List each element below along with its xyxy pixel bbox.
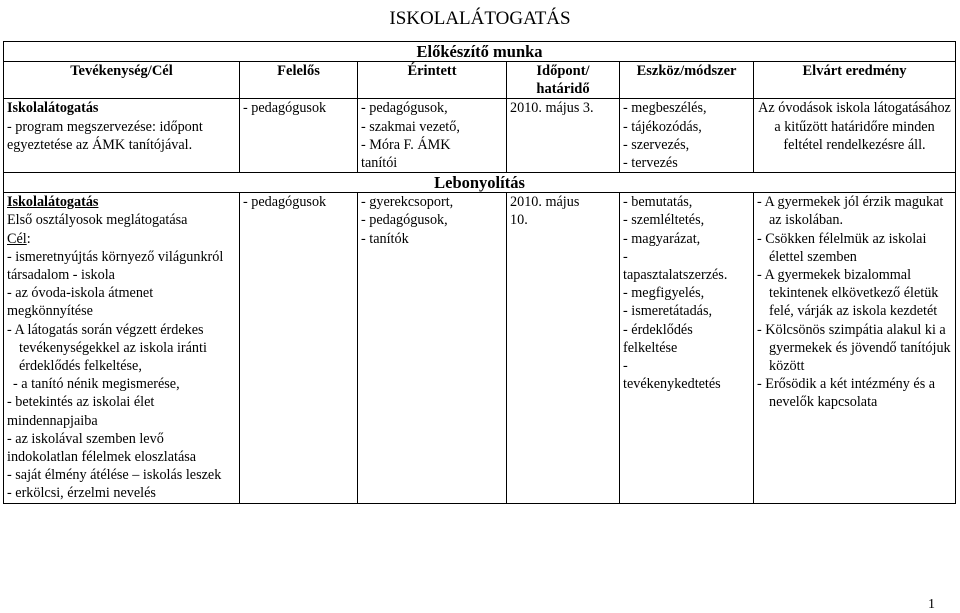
cell-deadline-1: 2010. május 3. (507, 99, 620, 173)
goal-item: - a tanító nénik megismerése, (13, 376, 180, 393)
cell-activity-2 (4, 193, 240, 503)
cell-tools-1 (620, 99, 754, 173)
cell-involved-2 (358, 193, 507, 503)
tools-line: tapasztalatszerzés. (623, 267, 728, 284)
goal-colon: : (26, 230, 31, 247)
involved-line: - tanítók (361, 230, 409, 247)
goal-item: - az óvoda-iskola átmenet megkönnyítése (7, 285, 154, 320)
result-item: - A gyermekek bizalommal tekintenek elkövetkező életük felé, várják az iskola kezdetét (757, 267, 939, 320)
tools-line: - bemutatás, (623, 194, 693, 211)
goal-item: - erkölcsi, érzelmi nevelés (7, 485, 156, 502)
result-item: - Csökken félelmük az iskolai élettel szemben (757, 230, 927, 265)
cell-deadline-2 (507, 193, 620, 503)
section-title-preparation: Előkészítő munka (4, 42, 956, 62)
header-row (4, 62, 956, 99)
header-result: Elvárt eredmény (754, 62, 956, 99)
section-row-execution (4, 173, 956, 193)
school-visit-plan-table (3, 41, 956, 504)
tools-line: felkeltése (623, 339, 678, 356)
involved-line: - pedagógusok, (361, 212, 448, 229)
involved-line: tanítói (361, 155, 398, 172)
goal-item: - ismeretnyújtás környező világunkról társadalom - iskola (7, 248, 224, 284)
cell-activity-1 (4, 99, 240, 173)
tools-line: - megbeszélés, (623, 100, 707, 117)
involved-line: - gyerekcsoport, (361, 194, 454, 211)
header-involved: Érintett (358, 62, 507, 99)
tools-line: - megfigyelés, (623, 285, 705, 302)
involved-line: - pedagógusok, (361, 100, 448, 117)
section-row-preparation (4, 42, 956, 62)
goal-item: - az iskolával szemben levő indokolatlan félelmek eloszlatása (7, 430, 197, 466)
involved-line: - Móra F. ÁMK (361, 136, 451, 153)
cell-result-1: Az óvodások iskola látogatásához a kitűzött határidőre minden feltétel rendelkezésre áll. (754, 99, 956, 173)
deadline-line: 10. (510, 212, 528, 229)
activity-subtitle: Első osztályosok meglátogatása (7, 212, 188, 229)
cell-tools-2 (620, 193, 754, 503)
cell-responsible-1: - pedagógusok (240, 99, 358, 173)
tools-line: - (623, 358, 628, 375)
involved-line: - szakmai vezető, (361, 118, 460, 135)
cell-responsible-2: - pedagógusok (240, 193, 358, 503)
tools-line: - (623, 248, 628, 265)
activity-title-2: Iskolalátogatás (7, 194, 99, 211)
tools-line: - magyarázat, (623, 230, 701, 247)
tools-line: - érdeklődés (623, 321, 693, 338)
section-title-execution: Lebonyolítás (4, 173, 956, 193)
result-item: - Erősödik a két intézmény és a nevelők kapcsolata (757, 376, 936, 411)
goal-item: - saját élmény átélése – iskolás leszek (7, 467, 222, 484)
tools-line: tevékenykedtetés (623, 376, 721, 393)
table-row-preparation (4, 99, 956, 173)
goal-item: - A látogatás során végzett érdekes tevékenységekkel az iskola iránti érdeklődés felkeltése, (7, 321, 207, 375)
goal-heading (7, 230, 236, 248)
document-title: ISKOLALÁTOGATÁS (389, 8, 571, 29)
cell-result-2 (754, 193, 956, 503)
tools-line: - ismeretátadás, (623, 303, 713, 320)
result-item: - Kölcsönös szimpátia alakul ki a gyermekek és jövendő tanítójuk között (757, 321, 951, 375)
goal-item: - betekintés az iskolai élet mindennapjaiba (7, 394, 155, 429)
activity-title-1: Iskolalátogatás (7, 100, 99, 117)
deadline-line: 2010. május (510, 194, 580, 211)
header-activity: Tevékenység/Cél (4, 62, 240, 99)
tools-line: - szervezés, (623, 136, 690, 153)
header-tools: Eszköz/módszer (620, 62, 754, 99)
table-row-execution (4, 193, 956, 503)
goal-label: Cél (7, 230, 27, 247)
activity-line: egyeztetése az ÁMK tanítójával. (7, 136, 193, 153)
tools-line: - tájékozódás, (623, 118, 702, 135)
activity-line: - program megszervezése: időpont (7, 118, 203, 135)
cell-involved-1 (358, 99, 507, 173)
result-item: - A gyermekek jól érzik magukat az iskolában. (757, 194, 944, 229)
header-responsible: Felelős (240, 62, 358, 99)
tools-line: - szemléltetés, (623, 212, 705, 229)
tools-line: - tervezés (623, 155, 678, 172)
header-deadline: Időpont/ határidő (507, 62, 620, 99)
page-number: 1 (928, 597, 935, 612)
